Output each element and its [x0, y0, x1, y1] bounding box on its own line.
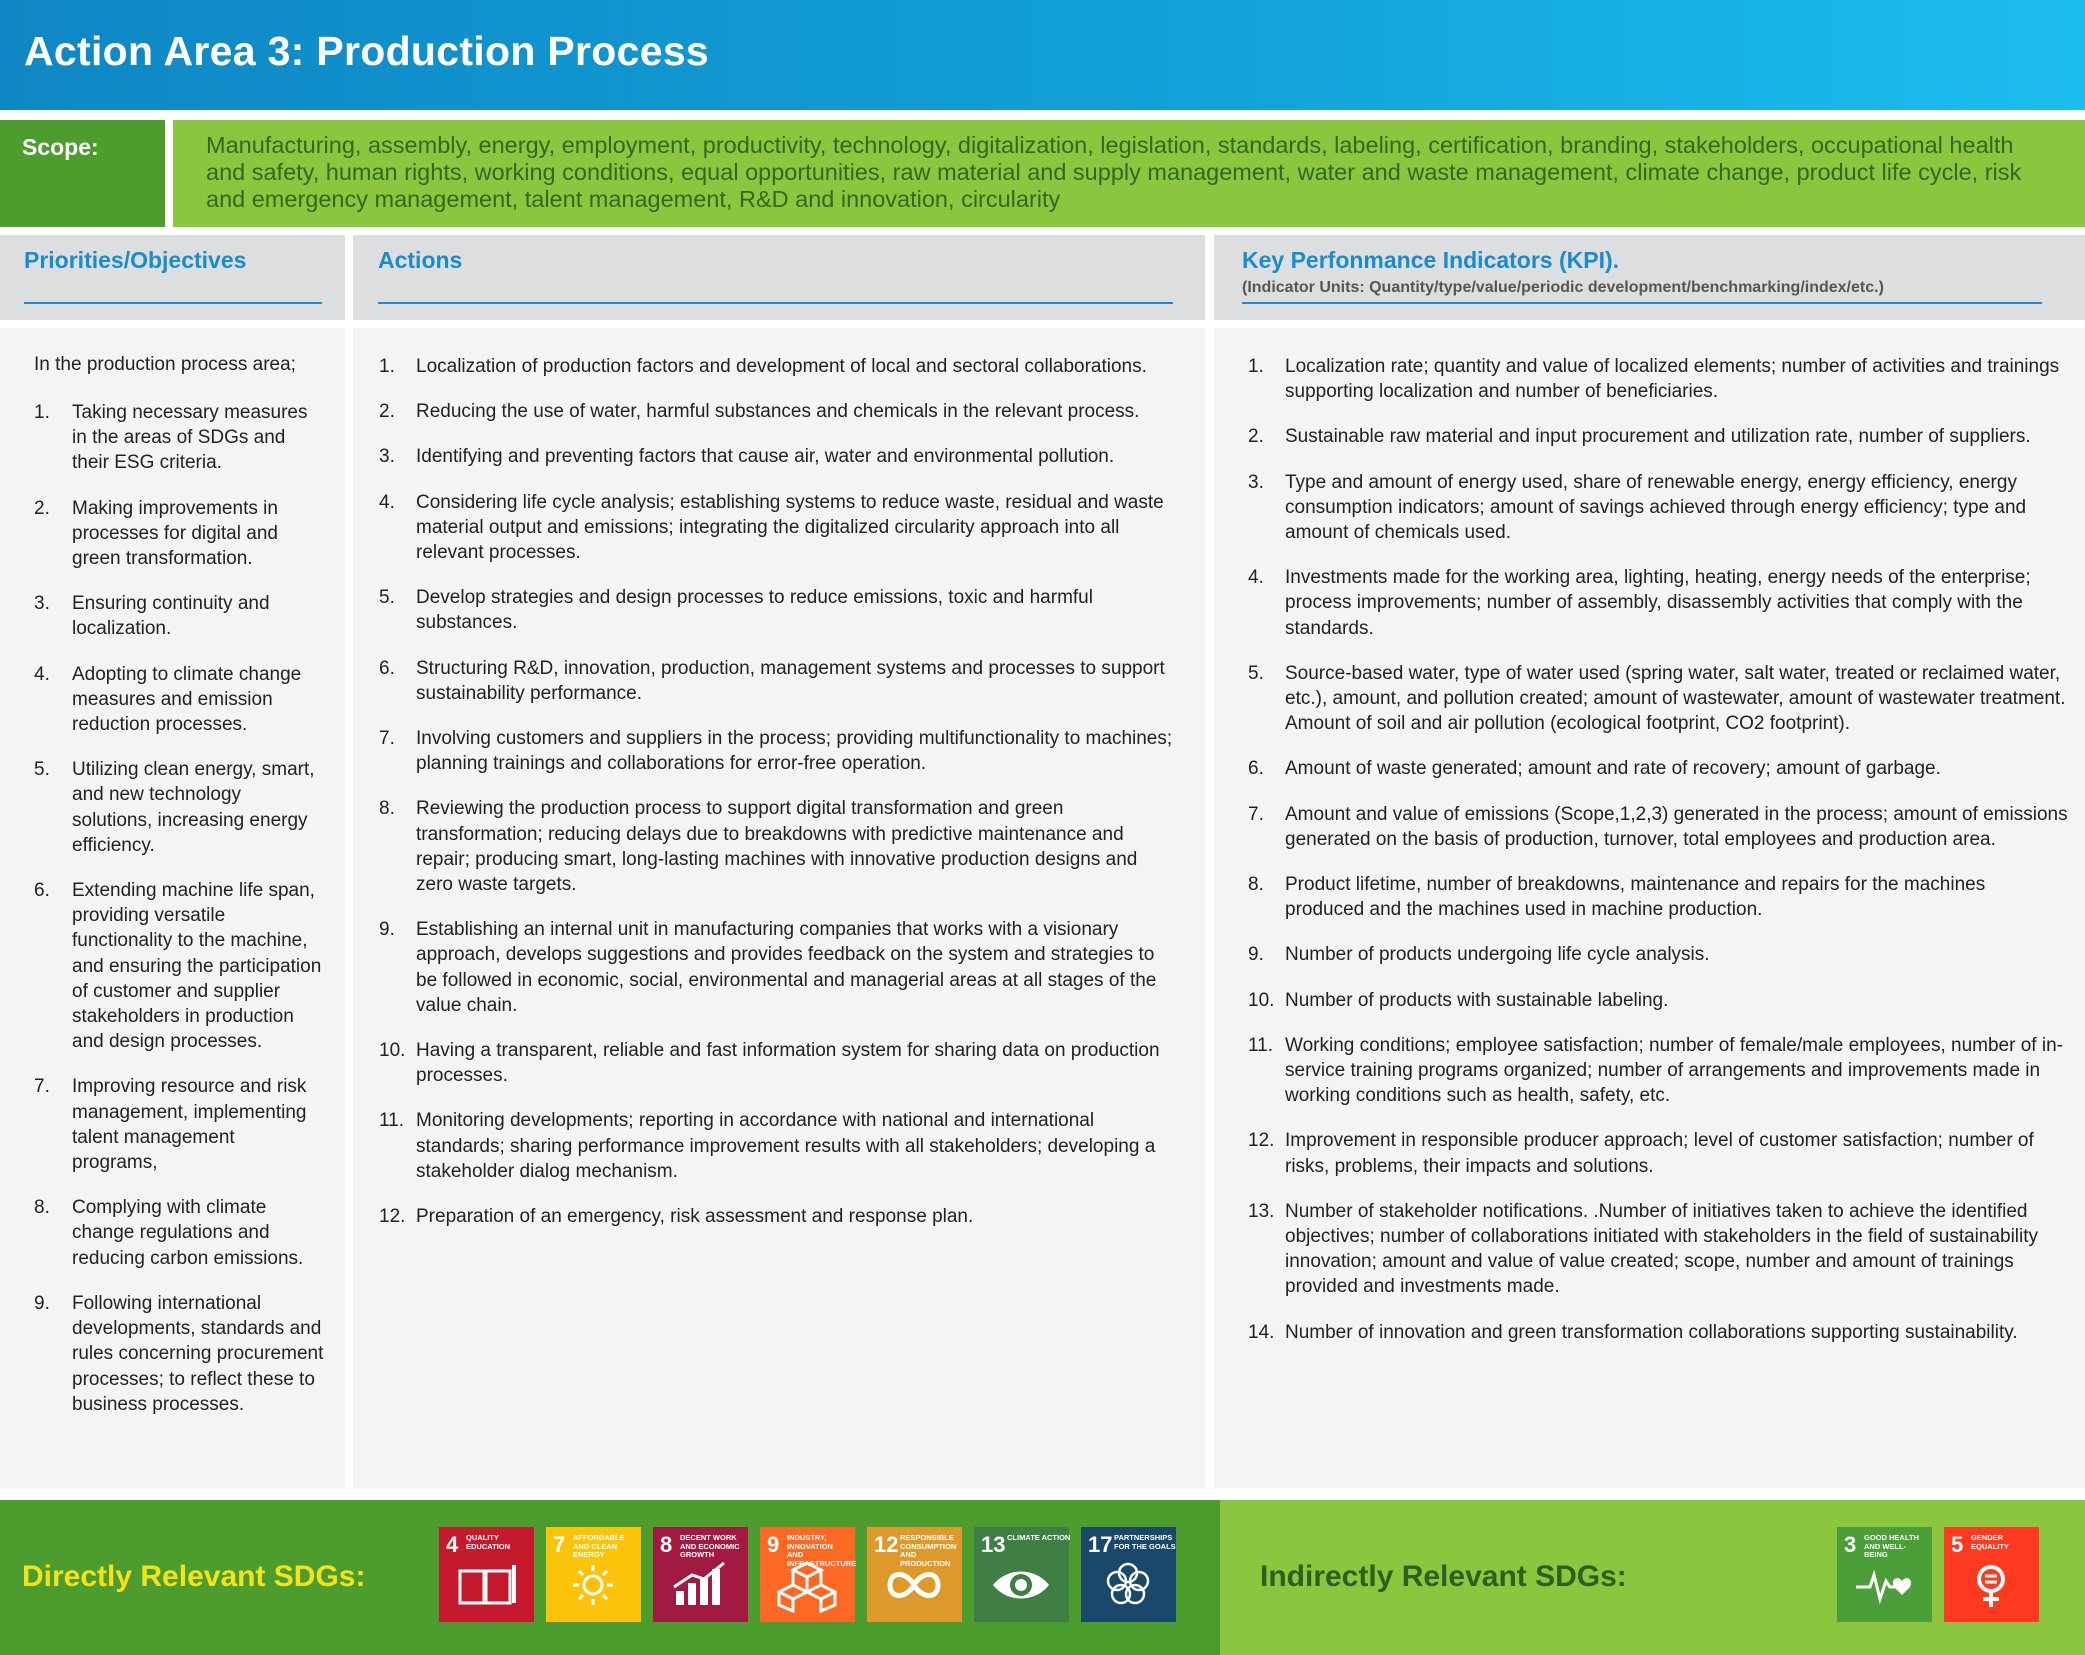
scope-text: Manufacturing, assembly, energy, employment, productivity, technology, digitalization, legislation, standards, labeling, certification, branding, stakeholders, occupational health and safety, human rights, working conditions, equal opportunities, raw material and supply management, water and waste management, climate change, product life cycle, risk and emergency management, talent management, R&D and innovation, circularity — [206, 132, 2022, 212]
kpi-item — [1248, 1128, 2068, 1178]
priorities-item-number: 7. — [34, 1076, 50, 1098]
sdg-number: 13 — [981, 1532, 1006, 1557]
page-header — [0, 0, 2085, 110]
actions-item — [379, 354, 1179, 379]
sdg-label: RESPONSIBLE CONSUMPTION AND PRODUCTION — [900, 1533, 957, 1568]
sdg-label: GENDER EQUALITY — [1971, 1533, 2009, 1551]
sdg-tile-17 — [1081, 1527, 1176, 1622]
book-pencil-icon — [456, 1561, 516, 1613]
priorities-item — [34, 400, 324, 476]
kpi-item — [1248, 565, 2068, 641]
actions-list — [379, 354, 1179, 1249]
kpi-item-text: Improvement in responsible producer approach; level of customer satisfaction; number of risks, problems, their impacts and solutions. — [1285, 1130, 2034, 1177]
kpi-item-text: Number of products undergoing life cycle analysis. — [1285, 944, 1710, 966]
sdg-label: DECENT WORK AND ECONOMIC GROWTH — [680, 1533, 740, 1559]
priorities-item-number: 1. — [34, 402, 50, 423]
sdg-tile-3 — [1837, 1527, 1932, 1622]
sdg-number: 17 — [1088, 1532, 1113, 1557]
kpi-title: Key Perfonmance Indicators (KPI). — [1242, 247, 1620, 273]
actions-item-number: 4. — [379, 491, 395, 513]
priorities-item — [34, 757, 324, 858]
sdg-label: PARTNERSHIPS FOR THE GOALS — [1114, 1533, 1176, 1551]
kpi-item-number: 5. — [1248, 662, 1264, 684]
priorities-item-text: Making improvements in processes for digital and green transformation. — [72, 497, 278, 570]
kpi-item-number: 2. — [1248, 426, 1264, 448]
actions-item — [379, 490, 1179, 566]
actions-item-text: Reducing the use of water, harmful substances and chemicals in the relevant process. — [416, 401, 1140, 423]
kpi-item-text: Number of products with sustainable labeling. — [1285, 989, 1669, 1011]
actions-item-number: 5. — [379, 587, 395, 609]
actions-item-number: 3. — [379, 446, 395, 468]
kpi-item-text: Investments made for the working area, lighting, heating, energy needs of the enterprise; process improvements; number of assembly, disassembly activities that comply with the standards. — [1285, 567, 2031, 639]
sdg-tile-9 — [760, 1527, 855, 1622]
priorities-item — [34, 1074, 324, 1175]
kpi-item — [1248, 1320, 2068, 1345]
kpi-item-number: 7. — [1248, 803, 1264, 825]
actions-item-number: 7. — [379, 728, 395, 750]
actions-item-number: 8. — [379, 798, 395, 820]
sdg-number: 3 — [1844, 1532, 1857, 1557]
priorities-item-number: 8. — [34, 1197, 50, 1219]
kpi-item-number: 8. — [1248, 874, 1264, 896]
indirect-sdgs-label: Indirectly Relevant SDGs: — [1260, 1560, 1627, 1593]
flower-rings-icon — [1098, 1561, 1158, 1613]
priorities-body — [0, 328, 345, 1488]
page-title: Action Area 3: Production Process — [24, 28, 710, 74]
kpi-item-number: 1. — [1248, 356, 1264, 377]
kpi-item — [1248, 802, 2068, 852]
priorities-item-number: 9. — [34, 1292, 50, 1314]
kpi-item-text: Type and amount of energy used, share of renewable energy, energy efficiency, energy consumption indicators; amount of savings achieved through energy efficiency; type and amount of chemicals used. — [1285, 471, 2027, 544]
heartbeat-icon — [1854, 1561, 1914, 1613]
scope-label-box — [0, 120, 165, 227]
sdg-number: 8 — [660, 1532, 673, 1557]
priorities-item — [34, 591, 324, 641]
priorities-header — [0, 235, 345, 320]
priorities-item-text: Following international developments, standards and rules concerning procurement processes; to reflect these to business processes. — [72, 1292, 324, 1415]
actions-item-text: Involving customers and suppliers in the process; providing multifunctionality to machines; planning trainings and collaborations for error-free operation. — [416, 728, 1173, 775]
kpi-item-number: 9. — [1248, 944, 1264, 966]
kpi-item — [1248, 872, 2068, 922]
kpi-item-number: 4. — [1248, 567, 1264, 589]
actions-item-text: Structuring R&D, innovation, production, management systems and processes to support sustainability performance. — [416, 657, 1165, 704]
kpi-item-number: 11. — [1248, 1034, 1274, 1056]
priorities-item — [34, 1291, 324, 1417]
priorities-list — [34, 400, 324, 1437]
actions-item-text: Preparation of an emergency, risk assessment and response plan. — [416, 1206, 974, 1228]
scope-text-box — [173, 120, 2085, 227]
kpi-item — [1248, 424, 2068, 449]
kpi-item-text: Amount and value of emissions (Scope,1,2,3) generated in the process; amount of emissions generated on the basis of production, turnover, total employees and production area. — [1285, 803, 2068, 850]
priorities-item-text: Complying with climate change regulations and reducing carbon emissions. — [72, 1197, 304, 1269]
sdg-number: 4 — [446, 1532, 459, 1557]
actions-item-text: Having a transparent, reliable and fast information system for sharing data on production processes. — [416, 1040, 1160, 1087]
kpi-item — [1248, 354, 2068, 404]
actions-item-number: 9. — [379, 919, 395, 941]
kpi-item-number: 13. — [1248, 1200, 1275, 1222]
priorities-item-text: Extending machine life span, providing versatile functionality to the machine, and ensuring the participation of customer and supplier stakeholders in production and design processes. — [72, 880, 322, 1053]
kpi-item — [1248, 470, 2068, 546]
kpi-subtitle: (Indicator Units: Quantity/type/value/periodic development/benchmarking/index/etc.) — [1242, 279, 1884, 296]
kpi-item-text: Number of stakeholder notifications. .Number of initiatives taken to achieve the identified objectives; number of collaborations initiated with stakeholders in the field of sustainability innovation; amount and value of value created; scope, number and amount of trainings provided and investments made. — [1285, 1200, 2039, 1298]
kpi-item-text: Working conditions; employee satisfaction; number of female/male employees, number of in-service training programs organized; number of arrangements and improvements made in working conditions such as health, safety, etc. — [1285, 1034, 2063, 1107]
kpi-item — [1248, 756, 2068, 781]
kpi-list — [1248, 354, 2068, 1365]
kpi-item — [1248, 661, 2068, 737]
kpi-underline — [1242, 302, 2042, 304]
sdg-number: 5 — [1951, 1532, 1964, 1557]
actions-item-text: Localization of production factors and development of local and sectoral collaborations. — [416, 356, 1147, 377]
sdg-number: 7 — [553, 1532, 566, 1557]
sdg-tile-13 — [974, 1527, 1069, 1622]
direct-sdgs-label: Directly Relevant SDGs: — [22, 1560, 366, 1593]
kpi-item-number: 6. — [1248, 758, 1264, 780]
priorities-title: Priorities/Objectives — [24, 247, 247, 273]
kpi-item-number: 14. — [1248, 1321, 1275, 1343]
kpi-item-number: 12. — [1248, 1130, 1275, 1152]
actions-item — [379, 1108, 1179, 1184]
kpi-item-text: Source-based water, type of water used (spring water, salt water, treated or reclaimed water, etc.), amount, and pollution created; amount of wastewater, amount of wastewater treatment. Amount of soil and air pollution (ecological footprint, CO2 footprint). — [1285, 662, 2066, 735]
priorities-item-text: Improving resource and risk management, implementing talent management programs, — [72, 1076, 307, 1174]
actions-item-number: 12. — [379, 1206, 406, 1228]
actions-item-text: Considering life cycle analysis; establishing systems to reduce waste, residual and waste material output and emissions; integrating the digitalized circularity approach into all relevant processes. — [416, 491, 1164, 564]
sdg-tile-4 — [439, 1527, 534, 1622]
priorities-item-number: 2. — [34, 497, 50, 519]
actions-header — [353, 235, 1205, 320]
priorities-underline — [24, 302, 322, 304]
kpi-item — [1248, 1033, 2068, 1109]
actions-item-number: 11. — [379, 1110, 405, 1132]
sdg-label: INDUSTRY, INNOVATION AND INFRASTRUCTURE — [787, 1533, 857, 1568]
actions-item — [379, 656, 1179, 706]
priorities-item-text: Taking necessary measures in the areas of SDGs and their ESG criteria. — [72, 402, 308, 474]
actions-item — [379, 585, 1179, 635]
kpi-body — [1214, 328, 2085, 1488]
actions-item — [379, 917, 1179, 1018]
cubes-icon — [777, 1561, 837, 1613]
kpi-item-number: 10. — [1248, 989, 1275, 1011]
actions-item — [379, 399, 1179, 424]
kpi-item — [1248, 942, 2068, 967]
actions-item-text: Reviewing the production process to support digital transformation and green transformation; reducing delays due to breakdowns with predictive maintenance and repair; producing smart, long-lasting machines with innovative production designs and zero waste targets. — [416, 798, 1138, 896]
priorities-item-text: Utilizing clean energy, smart, and new technology solutions, increasing energy efficiency. — [72, 759, 315, 856]
priorities-intro: In the production process area; — [34, 354, 296, 375]
actions-item-number: 10. — [379, 1040, 406, 1062]
kpi-item-text: Sustainable raw material and input procurement and utilization rate, number of suppliers. — [1285, 426, 2031, 448]
actions-underline — [378, 302, 1173, 304]
priorities-item-number: 5. — [34, 759, 50, 781]
actions-item — [379, 1204, 1179, 1229]
kpi-item-text: Product lifetime, number of breakdowns, maintenance and repairs for the machines produced and the machines used in machine production. — [1285, 874, 1986, 921]
kpi-item-text: Amount of waste generated; amount and rate of recovery; amount of garbage. — [1285, 758, 1941, 780]
growth-chart-icon — [670, 1561, 730, 1613]
scope-label: Scope: — [22, 134, 99, 160]
earth-eye-icon — [991, 1561, 1051, 1613]
gender-symbol-icon — [1961, 1561, 2021, 1613]
priorities-item — [34, 878, 324, 1054]
priorities-item — [34, 1195, 324, 1271]
kpi-header — [1214, 235, 2085, 320]
priorities-item-text: Ensuring continuity and localization. — [72, 593, 270, 640]
kpi-item-number: 3. — [1248, 471, 1264, 493]
sdg-label: CLIMATE ACTION — [1007, 1533, 1071, 1542]
sdg-label: QUALITY EDUCATION — [466, 1533, 511, 1551]
actions-item — [379, 444, 1179, 469]
priorities-item-text: Adopting to climate change measures and emission reduction processes. — [72, 663, 302, 736]
sdg-number: 9 — [767, 1532, 780, 1557]
kpi-item — [1248, 988, 2068, 1013]
actions-item — [379, 1038, 1179, 1088]
actions-item-number: 2. — [379, 401, 395, 423]
priorities-item-number: 3. — [34, 593, 50, 615]
actions-item-number: 6. — [379, 657, 395, 679]
sdg-label: AFFORDABLE AND CLEAN ENERGY — [573, 1533, 625, 1559]
actions-item-number: 1. — [379, 356, 395, 377]
sdg-tile-5 — [1944, 1527, 2039, 1622]
sdg-label: GOOD HEALTH AND WELL-BEING — [1864, 1533, 1919, 1559]
actions-item-text: Monitoring developments; reporting in accordance with national and international standards; sharing performance improvement results with all stakeholders; developing a stakeholder dialog mechanism. — [416, 1110, 1156, 1182]
priorities-item-number: 4. — [34, 663, 50, 685]
actions-item-text: Develop strategies and design processes to reduce emissions, toxic and harmful substances. — [416, 587, 1093, 634]
sun-power-icon — [563, 1561, 623, 1613]
kpi-item-text: Number of innovation and green transformation collaborations supporting sustainability. — [1285, 1321, 2018, 1343]
actions-item-text: Identifying and preventing factors that cause air, water and environmental pollution. — [416, 446, 1115, 468]
kpi-item-text: Localization rate; quantity and value of localized elements; number of activities and trainings supporting localization and number of beneficiaries. — [1285, 356, 2060, 403]
actions-item — [379, 726, 1179, 776]
actions-item-text: Establishing an internal unit in manufacturing companies that works with a visionary approach, develops suggestions and provides feedback on the system and strategies to be followed in economic, social, environmental and managerial areas at all stages of the value chain. — [416, 919, 1157, 1016]
priorities-item — [34, 496, 324, 572]
priorities-item-number: 6. — [34, 880, 50, 902]
priorities-item — [34, 662, 324, 738]
sdg-tile-12 — [867, 1527, 962, 1622]
actions-item — [379, 796, 1179, 897]
sdg-number: 12 — [874, 1532, 899, 1557]
infinity-icon — [884, 1561, 944, 1613]
actions-title: Actions — [378, 247, 463, 273]
sdg-tile-7 — [546, 1527, 641, 1622]
kpi-item — [1248, 1199, 2068, 1300]
actions-body — [353, 328, 1205, 1488]
sdg-tile-8 — [653, 1527, 748, 1622]
